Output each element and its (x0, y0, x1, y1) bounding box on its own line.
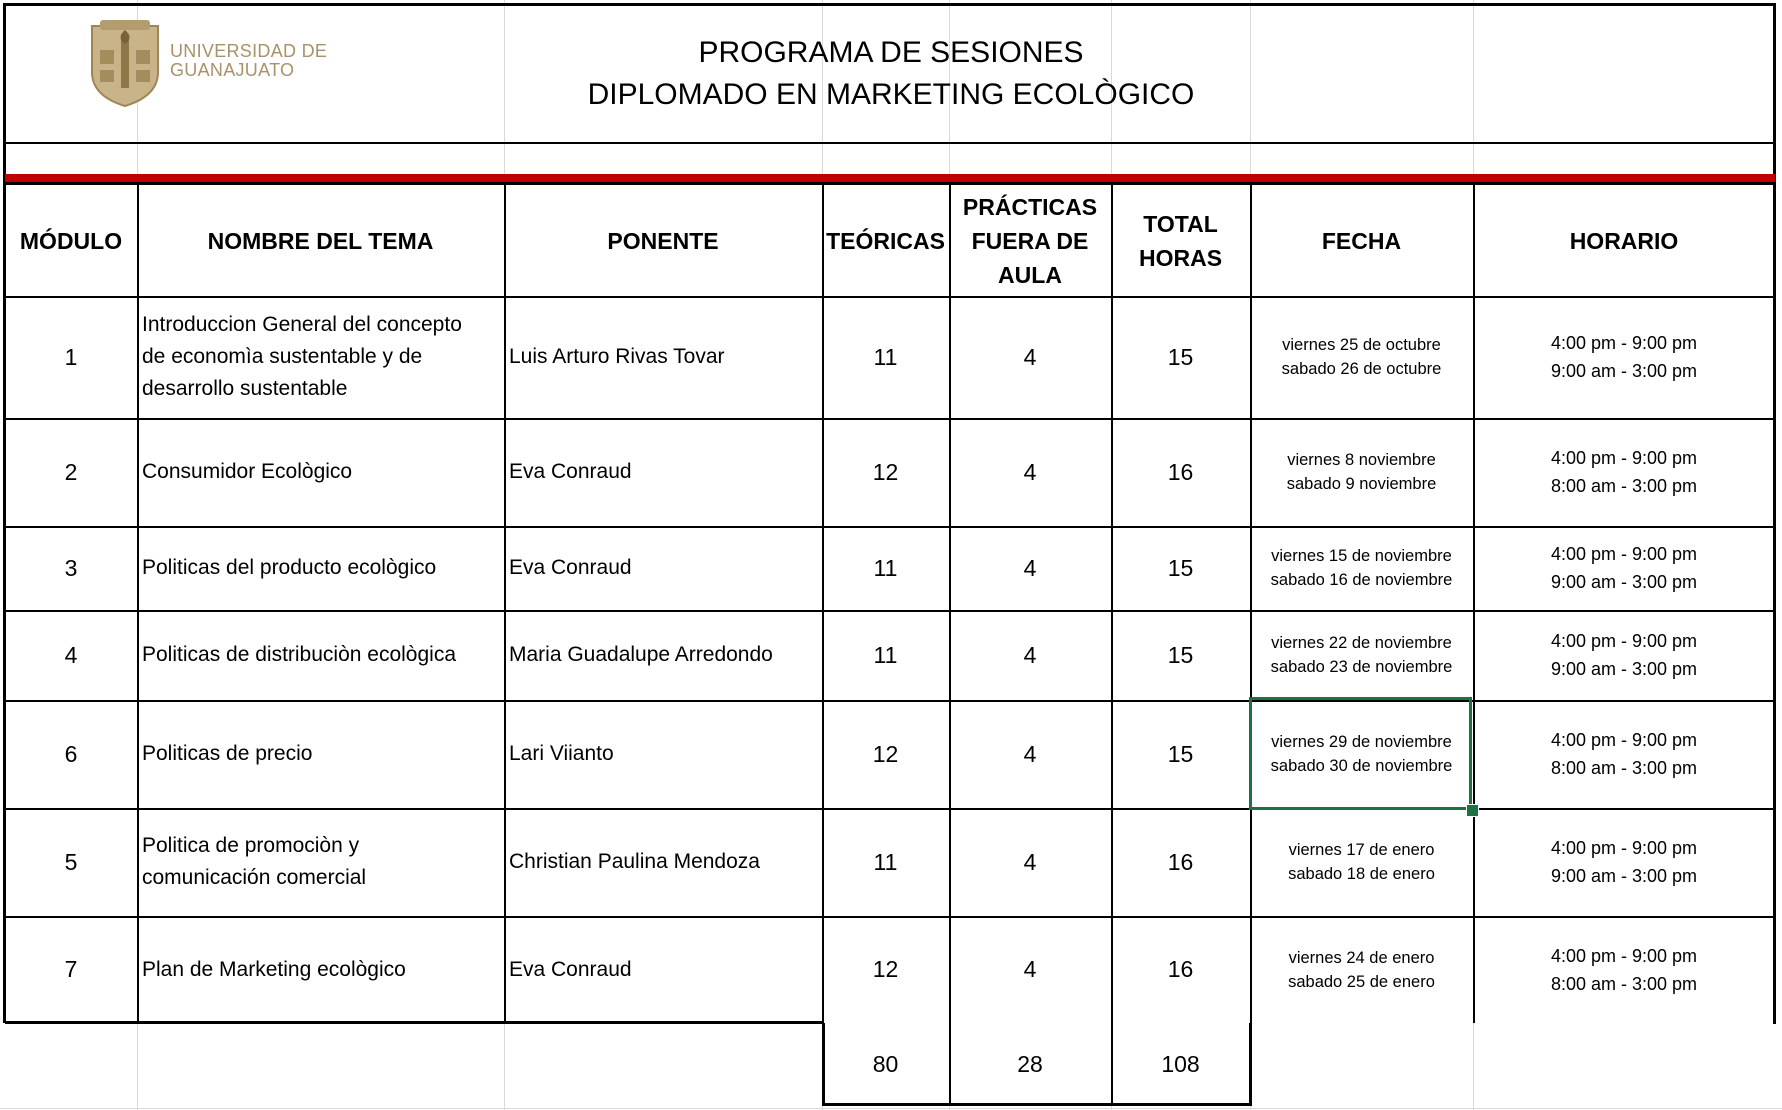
cell-text-line: 4:00 pm - 9:00 pm (1550, 730, 1698, 750)
cell-value (874, 642, 898, 669)
table-cell-fecha[interactable] (1250, 610, 1473, 700)
cell-text-line: Maria Guadalupe Arredondo (509, 643, 773, 666)
cell-text-line: 4 (1023, 641, 1037, 668)
table-cell-tema[interactable] (137, 916, 504, 1023)
cell-text-line: 8:00 am - 3:00 pm (1550, 973, 1698, 994)
cell-text-line: 5 (64, 848, 78, 875)
column-header-label (1322, 224, 1401, 258)
column-header-fecha[interactable] (1250, 185, 1473, 296)
cell-value (142, 639, 456, 671)
table-cell-teoricas[interactable] (822, 700, 949, 808)
cell-value (1168, 555, 1194, 582)
cell-text-line: Luis Arturo Rivas Tovar (509, 345, 725, 368)
cell-value (1551, 540, 1697, 596)
table-cell-total[interactable] (1111, 610, 1250, 700)
table-cell-practicas[interactable] (949, 610, 1111, 700)
cell-text-line: 11 (873, 848, 898, 875)
cell-text-line: 4:00 pm - 9:00 pm (1550, 333, 1698, 353)
cell-value (873, 956, 899, 983)
total-cell-teoricas[interactable] (822, 1023, 949, 1106)
cell-text-line: 4:00 pm - 9:00 pm (1550, 945, 1698, 966)
cell-value (1168, 956, 1194, 983)
cell-text-line: viernes 17 de enero (1288, 841, 1435, 859)
table-cell-total[interactable] (1111, 418, 1250, 526)
cell-value (874, 344, 898, 371)
cell-text-line: 3 (64, 554, 78, 581)
table-cell-horario[interactable] (1473, 418, 1775, 526)
table-cell-ponente[interactable] (504, 808, 822, 916)
cell-text-line: Politicas del producto ecològico (142, 556, 437, 579)
cell-text-line: 9:00 am - 3:00 pm (1550, 659, 1698, 679)
header-text-line: TOTAL (1143, 210, 1218, 237)
cell-text-line: 4 (1023, 956, 1037, 982)
table-cell-total[interactable] (1111, 808, 1250, 916)
table-cell-ponente[interactable] (504, 610, 822, 700)
logo-line-2: GUANAJUATO (170, 60, 295, 80)
cell-text-line: 15 (1167, 554, 1194, 581)
cell-value (65, 459, 78, 486)
cell-text-line: Consumidor Ecològico (142, 460, 353, 483)
total-value: 108 (1161, 1051, 1200, 1077)
cell-text-line: sabado 23 de noviembre (1270, 658, 1453, 676)
header-text-line: MÓDULO (19, 227, 123, 254)
cell-value (509, 556, 632, 580)
cell-text-line: 6 (64, 740, 78, 767)
column-header-label (963, 190, 1097, 292)
total-value: 80 (872, 1051, 899, 1077)
table-cell-fecha[interactable] (1250, 916, 1473, 1023)
table-cell-modulo[interactable] (5, 610, 137, 700)
cell-text-line: 4 (1023, 740, 1037, 767)
table-cell-horario[interactable] (1473, 808, 1775, 916)
cell-value (509, 643, 773, 667)
table-cell-ponente[interactable] (504, 296, 822, 418)
table-cell-total[interactable] (1111, 700, 1250, 808)
cell-value (1551, 942, 1697, 998)
cell-text-line: 4 (64, 641, 78, 668)
table-cell-teoricas[interactable] (822, 610, 949, 700)
cell-text-line: 2 (64, 458, 78, 485)
cell-text-line: comunicación comercial (142, 866, 367, 889)
table-cell-practicas[interactable] (949, 808, 1111, 916)
cell-value (65, 956, 78, 983)
table-cell-fecha[interactable] (1250, 418, 1473, 526)
cell-value (1288, 838, 1435, 886)
cell-value (1551, 834, 1697, 890)
cell-value (142, 738, 312, 770)
cell-text-line: Eva Conraud (509, 460, 632, 483)
cell-text-line: 4 (1023, 458, 1037, 485)
table-cell-total[interactable] (1111, 916, 1250, 1023)
cell-text-line: sabado 25 de enero (1288, 972, 1435, 991)
table-cell-tema[interactable] (137, 526, 504, 610)
cell-text-line: sabado 26 de octubre (1281, 360, 1442, 378)
cell-text-line: Eva Conraud (509, 957, 632, 981)
table-cell-ponente[interactable] (504, 700, 822, 808)
cell-text-line: 4:00 pm - 9:00 pm (1550, 631, 1698, 651)
cell-text-line: 11 (873, 343, 898, 370)
table-cell-total[interactable] (1111, 526, 1250, 610)
table-cell-modulo[interactable] (5, 418, 137, 526)
column-header-modulo[interactable] (5, 185, 137, 296)
table-cell-practicas[interactable] (949, 418, 1111, 526)
header-text-line: HORARIO (1569, 227, 1679, 254)
cell-value (1024, 642, 1037, 669)
header-text-line: FUERA DE (971, 227, 1089, 254)
cell-value (1024, 956, 1037, 983)
fill-handle[interactable] (1466, 804, 1479, 817)
table-cell-fecha[interactable] (1250, 296, 1473, 418)
cell-text-line: 1 (64, 343, 78, 370)
cell-text-line: sabado 18 de enero (1288, 865, 1435, 883)
total-cell-practicas[interactable] (949, 1023, 1111, 1106)
cell-text-line: viernes 8 noviembre (1287, 451, 1436, 469)
cell-value (509, 958, 632, 982)
cell-text-line: 15 (1167, 343, 1194, 370)
cell-value (142, 456, 352, 488)
table-cell-modulo[interactable] (5, 700, 137, 808)
cell-value (142, 954, 406, 986)
cell-text-line: viernes 24 de enero (1288, 948, 1435, 967)
cell-value (1024, 459, 1037, 486)
cell-text-line: 15 (1167, 641, 1194, 668)
cell-text-line: 8:00 am - 3:00 pm (1550, 758, 1698, 778)
cell-text-line: 15 (1167, 740, 1194, 767)
logo-line-1: UNIVERSIDAD DE (170, 41, 328, 61)
table-cell-tema[interactable] (137, 296, 504, 418)
selected-cell-outline (1249, 697, 1472, 810)
cell-value (65, 741, 78, 768)
cell-text-line: 9:00 am - 3:00 pm (1550, 361, 1698, 381)
table-cell-practicas[interactable] (949, 526, 1111, 610)
cell-text-line: 11 (873, 554, 898, 581)
column-header-label (1139, 207, 1222, 275)
cell-text-line: Politicas de precio (142, 742, 313, 765)
table-cell-teoricas[interactable] (822, 526, 949, 610)
cell-value (65, 344, 78, 371)
cell-value (509, 850, 760, 874)
cell-text-line: sabado 9 noviembre (1286, 475, 1437, 493)
cell-text-line: 12 (872, 458, 899, 485)
cell-value (509, 345, 725, 369)
cell-value (1024, 849, 1037, 876)
column-header-label (1570, 224, 1679, 258)
cell-value (65, 849, 78, 876)
cell-text-line: 7 (64, 956, 78, 982)
cell-value (1024, 555, 1037, 582)
table-cell-fecha[interactable] (1250, 526, 1473, 610)
cell-value (142, 830, 366, 894)
cell-value (65, 642, 78, 669)
cell-text-line: 12 (872, 740, 899, 767)
cell-text-line: 9:00 am - 3:00 pm (1550, 866, 1698, 886)
table-cell-modulo[interactable] (5, 526, 137, 610)
cell-value (1551, 444, 1697, 500)
cell-text-line: Plan de Marketing ecològico (142, 957, 406, 981)
cell-value (142, 552, 436, 584)
table-cell-fecha[interactable] (1250, 808, 1473, 916)
column-header-ponente[interactable] (504, 185, 822, 296)
cell-text-line: 16 (1167, 458, 1194, 485)
table-cell-horario[interactable] (1473, 916, 1775, 1023)
table-cell-horario[interactable] (1473, 296, 1775, 418)
column-header-label (607, 224, 718, 258)
header-text-line: AULA (998, 261, 1062, 288)
header-text-line: FECHA (1321, 227, 1402, 254)
cell-value (1168, 344, 1194, 371)
cell-text-line: viernes 25 de octubre (1282, 336, 1441, 354)
header-text-line: HORAS (1138, 244, 1223, 271)
cell-text-line: 4 (1023, 343, 1037, 370)
cell-text-line: 4 (1023, 848, 1037, 875)
cell-value (1271, 631, 1453, 679)
column-header-horario[interactable] (1473, 185, 1775, 296)
cell-text-line: 16 (1167, 956, 1194, 982)
cell-value (1168, 642, 1194, 669)
table-cell-teoricas[interactable] (822, 296, 949, 418)
cell-value (1024, 344, 1037, 371)
cell-value (874, 555, 898, 582)
table-cell-modulo[interactable] (5, 808, 137, 916)
table-cell-ponente[interactable] (504, 916, 822, 1023)
cell-text-line: 12 (872, 956, 899, 982)
cell-value (873, 741, 899, 768)
cell-value (1168, 741, 1194, 768)
cell-text-line: de economìa sustentable y de (142, 345, 423, 368)
cell-text-line: Christian Paulina Mendoza (509, 850, 760, 873)
cell-text-line: sabado 16 de noviembre (1270, 571, 1453, 589)
column-header-label (208, 224, 434, 258)
title-line-2: DIPLOMADO EN MARKETING ECOLÒGICO (587, 78, 1195, 111)
cell-text-line: 11 (873, 641, 898, 668)
cell-value (1168, 849, 1194, 876)
total-value: 28 (1017, 1051, 1043, 1077)
total-cell-total[interactable] (1111, 1023, 1250, 1106)
table-cell-practicas[interactable] (949, 700, 1111, 808)
table-cell-tema[interactable] (137, 418, 504, 526)
cell-value (65, 555, 78, 582)
table-cell-tema[interactable] (137, 610, 504, 700)
table-cell-teoricas[interactable] (822, 808, 949, 916)
cell-text-line: Eva Conraud (509, 556, 632, 579)
table-cell-horario[interactable] (1473, 526, 1775, 610)
table-cell-total[interactable] (1111, 296, 1250, 418)
cell-value (1288, 946, 1435, 994)
table-cell-teoricas[interactable] (822, 916, 949, 1023)
cell-value (1024, 741, 1037, 768)
cell-text-line: viernes 29 de noviembre (1271, 733, 1452, 751)
cell-text-line: Introduccion General del concepto (142, 313, 462, 336)
cell-text-line: viernes 15 de noviembre (1271, 547, 1452, 565)
column-header-tema[interactable] (137, 185, 504, 296)
table-cell-horario[interactable] (1473, 700, 1775, 808)
cell-text-line: 9:00 am - 3:00 pm (1550, 572, 1698, 592)
cell-text-line: 4:00 pm - 9:00 pm (1550, 544, 1698, 564)
cell-text-line: Politica de promociòn y (142, 834, 360, 857)
table-cell-ponente[interactable] (504, 418, 822, 526)
cell-value (1551, 329, 1697, 385)
cell-value (1551, 627, 1697, 683)
table-cell-horario[interactable] (1473, 610, 1775, 700)
table-cell-ponente[interactable] (504, 526, 822, 610)
cell-text-line: 16 (1167, 848, 1194, 875)
table-cell-practicas[interactable] (949, 916, 1111, 1023)
title-line-1: PROGRAMA DE SESIONES (698, 36, 1084, 69)
cell-value (1168, 459, 1194, 486)
cell-value (1271, 544, 1453, 592)
cell-value (509, 460, 632, 484)
cell-text-line: Lari Viianto (509, 742, 614, 765)
table-cell-practicas[interactable] (949, 296, 1111, 418)
header-text-line: PRÁCTICAS (962, 193, 1098, 220)
header-text-line: PONENTE (607, 227, 719, 254)
table-cell-modulo[interactable] (5, 296, 137, 418)
cell-text-line: Politicas de distribuciòn ecològica (142, 643, 457, 666)
table-cell-tema[interactable] (137, 700, 504, 808)
cell-value (142, 309, 462, 405)
cell-value (873, 459, 899, 486)
cell-value (1287, 448, 1437, 496)
table-cell-tema[interactable] (137, 808, 504, 916)
red-band (5, 174, 1775, 182)
column-header-teoricas[interactable] (822, 185, 949, 296)
cell-text-line: viernes 22 de noviembre (1271, 634, 1452, 652)
column-header-label (826, 224, 945, 258)
cell-text-line: sabado 30 de noviembre (1270, 757, 1453, 775)
header-text-line: TEÓRICAS (826, 227, 945, 254)
table-cell-teoricas[interactable] (822, 418, 949, 526)
cell-value (1551, 726, 1697, 782)
cell-value (509, 742, 614, 766)
cell-text-line: 4:00 pm - 9:00 pm (1550, 838, 1698, 858)
cell-value (874, 849, 898, 876)
table-cell-modulo[interactable] (5, 916, 137, 1023)
column-header-total[interactable] (1111, 185, 1250, 296)
cell-text-line: 4 (1023, 554, 1037, 581)
cell-text-line: desarrollo sustentable (142, 377, 348, 400)
cell-value (1282, 333, 1442, 381)
header-text-line: NOMBRE DEL TEMA (207, 227, 434, 254)
cell-text-line: 4:00 pm - 9:00 pm (1550, 448, 1698, 468)
column-header-label (20, 224, 122, 258)
cell-text-line: 8:00 am - 3:00 pm (1550, 476, 1698, 496)
column-header-practicas[interactable] (949, 185, 1111, 296)
